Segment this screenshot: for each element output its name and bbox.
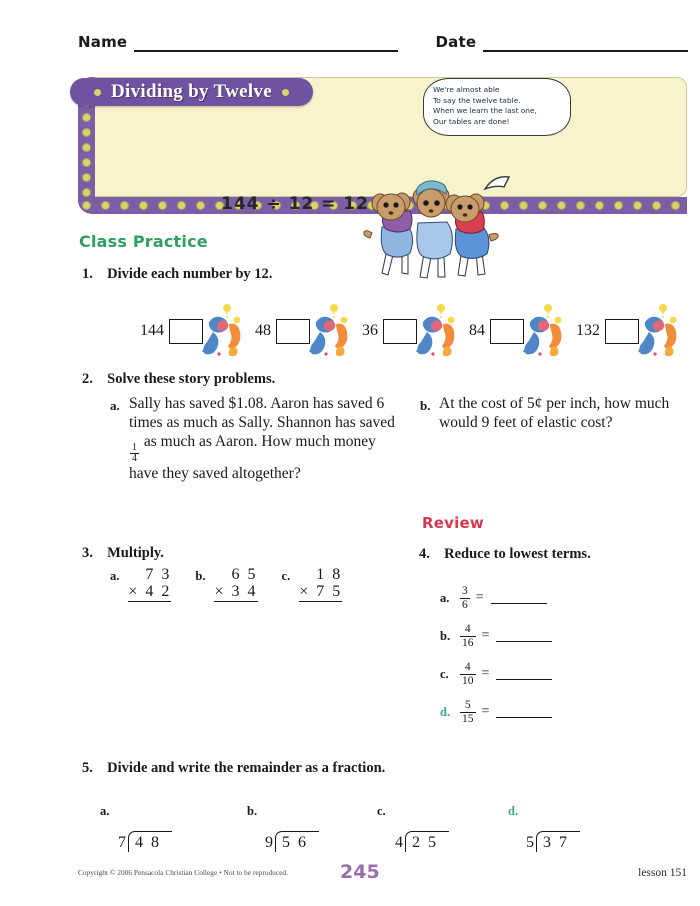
reduce-fraction (460, 623, 476, 648)
multiply-stack[interactable] (128, 566, 171, 602)
divisor: 5 (526, 834, 534, 851)
banner-dot (82, 158, 91, 167)
copyright-notice: Copyright © 2006 Pensacola Christian College • Not to be reproduced. (78, 868, 288, 877)
multiply-problem (110, 566, 171, 602)
divisor: 7 (118, 834, 126, 851)
banner-dot (614, 201, 623, 210)
story-2a-text-2: as much as Aaron. How much money have they saved altogether? (129, 433, 376, 482)
fraction-denominator: 16 (462, 636, 474, 649)
reduce-fraction-item (440, 693, 552, 731)
pill-dot-icon (94, 89, 101, 96)
fraction-denominator: 15 (462, 712, 474, 725)
equals-sign: = (475, 590, 484, 605)
story-problem-2b (420, 394, 685, 432)
banner-dot (82, 143, 91, 152)
dividend-value: 84 (469, 322, 485, 339)
reduce-fraction-item (440, 655, 552, 693)
multiply-stack[interactable] (214, 566, 257, 602)
divide-item (469, 302, 576, 360)
carousel-horse-icon (199, 302, 245, 360)
multiply-problems-row (110, 566, 366, 602)
banner-dot (120, 201, 129, 210)
review-heading: Review (422, 514, 484, 532)
lesson-banner (78, 77, 687, 214)
divide-item (140, 302, 255, 360)
banner-dot (82, 128, 91, 137)
answer-blank[interactable] (491, 592, 547, 604)
answer-box[interactable] (276, 319, 310, 344)
fraction-numerator: 1 (132, 441, 137, 453)
story-2a-alpha: a. (110, 398, 120, 413)
long-division-problem (100, 802, 172, 852)
multiplicand: 7 3 (145, 566, 172, 583)
banner-equation: 144 ÷ 12 = 12 (221, 194, 369, 214)
reduce-alpha: b. (440, 628, 451, 643)
multiplier: × 3 4 (214, 583, 258, 600)
answer-blank[interactable] (496, 630, 552, 642)
long-division-problem (247, 802, 319, 852)
answer-box[interactable] (383, 319, 417, 344)
dividend-value: 36 (362, 322, 378, 339)
answer-box[interactable] (605, 319, 639, 344)
banner-dot (158, 201, 167, 210)
multiply-alpha: b. (195, 569, 206, 583)
dividend-value: 144 (140, 322, 164, 339)
equals-sign: = (481, 628, 490, 643)
answer-blank[interactable] (496, 668, 552, 680)
lesson-title-pill (70, 78, 313, 106)
question-2-text: Solve these story problems. (107, 371, 276, 387)
question-5-text: Divide and write the remainder as a fraction. (107, 760, 386, 776)
long-division-alpha: a. (100, 804, 110, 818)
story-2b-body: At the cost of 5¢ per inch, how much would 9 feet of elastic cost? (439, 395, 670, 431)
multiply-problem (195, 566, 257, 602)
banner-dot (633, 201, 642, 210)
fraction-numerator: 4 (464, 661, 471, 674)
multiply-alpha: a. (110, 569, 120, 583)
carousel-horse-icon (306, 302, 352, 360)
question-4-text: Reduce to lowest terms. (444, 546, 591, 562)
carousel-horse-icon (413, 302, 459, 360)
banner-dot (82, 173, 91, 182)
fraction-one-fourth (130, 443, 139, 464)
dividend-value: 132 (576, 322, 600, 339)
dividend-value: 48 (255, 322, 271, 339)
page-number: 245 (340, 861, 380, 883)
reduce-fraction (460, 699, 476, 724)
question-2-prompt (82, 371, 275, 388)
multiply-alpha: c. (281, 569, 291, 583)
banner-dot (101, 201, 110, 210)
speech-line: To say the twelve table. (433, 95, 521, 105)
question-3-prompt (82, 545, 164, 562)
question-3-number: 3. (82, 545, 93, 561)
question-1-prompt (82, 266, 272, 283)
banner-dot (139, 201, 148, 210)
banner-dot (538, 201, 547, 210)
divisor: 9 (265, 834, 273, 851)
lesson-number: lesson 151 (638, 867, 687, 879)
date-input-line[interactable] (483, 36, 688, 52)
dividend: 2 5 (405, 831, 449, 852)
long-division-problem (508, 802, 580, 852)
divide-item (576, 302, 691, 360)
fraction-denominator: 10 (462, 674, 474, 687)
long-division-expression[interactable] (265, 831, 319, 852)
date-label: Date (435, 33, 477, 51)
long-division-alpha: d. (508, 804, 519, 818)
long-division-problem (377, 802, 449, 852)
pill-dot-icon (282, 89, 289, 96)
banner-dot (196, 201, 205, 210)
long-division-alpha: c. (377, 804, 386, 818)
question-4-prompt (419, 546, 591, 563)
question-1-text: Divide each number by 12. (107, 266, 273, 282)
divide-item (362, 302, 469, 360)
name-label: Name (78, 33, 128, 51)
multiplier: × 7 5 (299, 583, 343, 600)
banner-dot (82, 113, 91, 122)
reduce-fraction-item (440, 579, 552, 617)
multiplier: × 4 2 (128, 583, 172, 600)
reduce-alpha: d. (440, 704, 451, 719)
equals-sign: = (481, 704, 490, 719)
reduce-fraction-item (440, 617, 552, 655)
speech-bubble (423, 78, 571, 136)
reduce-alpha: a. (440, 590, 450, 605)
reduce-fraction (460, 661, 476, 686)
banner-dot (576, 201, 585, 210)
banner-dot (652, 201, 661, 210)
long-division-expression[interactable] (395, 831, 449, 852)
multiply-stack[interactable] (299, 566, 342, 602)
question-5-prompt (82, 760, 385, 777)
name-input-line[interactable] (134, 36, 398, 52)
long-division-expression[interactable] (526, 831, 580, 852)
question-4-number: 4. (419, 546, 430, 562)
fraction-denominator: 4 (132, 452, 137, 464)
fraction-numerator: 5 (464, 699, 471, 712)
equals-sign: = (481, 666, 490, 681)
reduce-fraction (460, 585, 470, 610)
dividend: 4 8 (128, 831, 172, 852)
question-5-number: 5. (82, 760, 93, 776)
name-date-header (78, 33, 688, 52)
answer-box[interactable] (490, 319, 524, 344)
banner-dot (557, 201, 566, 210)
fraction-denominator: 6 (462, 598, 468, 611)
story-2b-alpha: b. (420, 398, 431, 413)
story-2a-text-1: Sally has saved $1.08. Aaron has saved 6 times as much as Sally. Shannon has saved (129, 395, 395, 431)
speech-line: We're almost able (433, 85, 500, 94)
banner-dot (595, 201, 604, 210)
class-practice-heading: Class Practice (79, 232, 208, 251)
dividend: 3 7 (536, 831, 580, 852)
banner-dot (671, 201, 680, 210)
long-division-alpha: b. (247, 804, 258, 818)
story-2a-body (110, 394, 395, 483)
speech-bubble-tail (482, 173, 510, 195)
dividend: 5 6 (275, 831, 319, 852)
fraction-numerator: 3 (462, 585, 468, 598)
lesson-title: Dividing by Twelve (111, 81, 272, 102)
divisor: 4 (395, 834, 403, 851)
story-problem-2a (110, 394, 395, 483)
banner-dot (519, 201, 528, 210)
long-division-expression[interactable] (118, 831, 172, 852)
fraction-numerator: 4 (464, 623, 471, 636)
multiplicand: 6 5 (231, 566, 258, 583)
divide-item (255, 302, 362, 360)
carousel-horse-icon (520, 302, 566, 360)
banner-dot (82, 201, 91, 210)
banner-dot (177, 201, 186, 210)
multiply-problem (282, 566, 343, 602)
reduce-alpha: c. (440, 666, 449, 681)
question-2-number: 2. (82, 371, 93, 387)
question-3-text: Multiply. (107, 545, 164, 561)
answer-box[interactable] (169, 319, 203, 344)
carousel-horse-icon (635, 302, 681, 360)
banner-dot (82, 188, 91, 197)
page-footer (0, 861, 700, 895)
speech-line: When we learn the last one, (433, 106, 537, 116)
multiplicand: 1 8 (316, 566, 343, 583)
divide-by-twelve-row (140, 300, 685, 362)
speech-line: Our tables are done! (433, 116, 510, 126)
question-1-number: 1. (82, 266, 93, 282)
reduce-fractions-list (440, 579, 552, 731)
answer-blank[interactable] (496, 706, 552, 718)
